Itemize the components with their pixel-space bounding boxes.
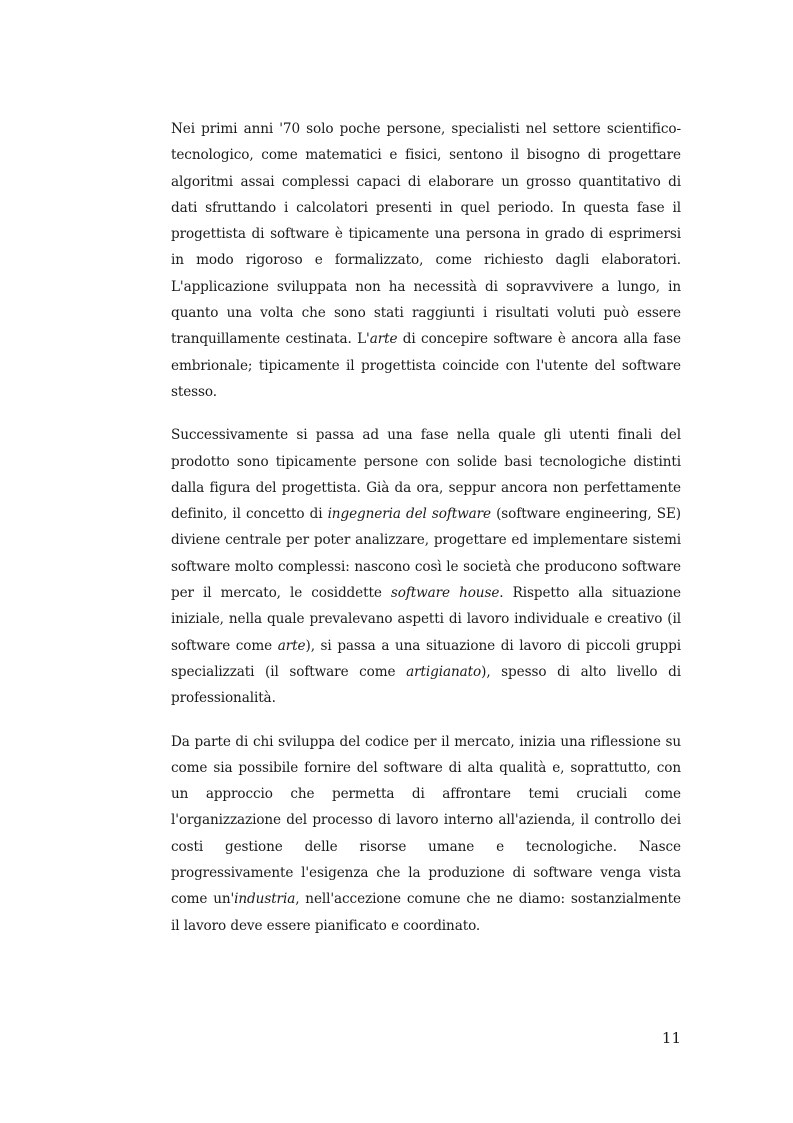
- paragraph: [171, 729, 681, 939]
- italic-text: ingegneria del software: [327, 506, 491, 523]
- paragraph-text: di concepire software è ancora alla fase embrionale; tipicamente il progettista coincide con l'utente del software stesso.: [171, 331, 681, 400]
- italic-text: arte: [277, 637, 306, 654]
- paragraph-text: . Rispetto alla situazione iniziale, nella quale prevalevano aspetti di lavoro individuale e creativo (il software come: [171, 585, 681, 654]
- italic-text: arte: [369, 331, 398, 348]
- page-number: 11: [661, 1029, 681, 1047]
- paragraph: [171, 116, 681, 405]
- body-text: [171, 116, 681, 939]
- paragraph-text: ), si passa a una situazione di lavoro di piccoli gruppi specializzati (il software come: [171, 637, 681, 680]
- paragraph-text: ), spesso di alto livello di professionalità.: [171, 663, 681, 707]
- paragraph: [171, 422, 681, 711]
- paragraph-text: Nei primi anni '70 solo poche persone, specialisti nel settore scientifico-tecnologico, come matematici e fisici, sentono il bisogno di progettare algoritmi assai complessi capaci di elaborare un grosso quantitativo di dati sfruttando i calcolatori presenti in quel periodo. In questa fase il progettista di software è tipicamente una persona in grado di esprimersi in modo rigoroso e formalizzato, come richiesto dagli elaboratori. L'applicazione sviluppata non ha necessità di sopravvivere a lungo, in quanto una volta che sono stati raggiunti i risultati voluti può essere tranquillamente cestinata. L': [171, 121, 681, 348]
- paragraph-text: Da parte di chi sviluppa del codice per il mercato, inizia una riflessione su come sia possibile fornire del software di alta qualità e, soprattutto, con un approccio che permetta di affrontare temi cruciali come l'organizzazione del processo di lavoro interno all'azienda, il controllo dei costi gestione delle risorse umane e tecnologiche. Nasce progressivamente l'esigenza che la produzione di software venga vista come un': [171, 733, 681, 908]
- paragraph-text: Successivamente si passa ad una fase nella quale gli utenti finali del prodotto sono tipicamente persone con solide basi tecnologiche distinti dalla figura del progettista. Già da ora, seppur ancora non perfettamente definito, il concetto di: [171, 427, 681, 523]
- italic-text: artigianato: [406, 663, 482, 680]
- paragraph-text: (software engineering, SE) diviene centrale per poter analizzare, progettare ed implementare sistemi software molto complessi: nascono così le società che producono software per il mercato, le cosiddette: [171, 506, 681, 602]
- paragraph-text: , nell'accezione comune che ne diamo: sostanzialmente il lavoro deve essere pianificato e coordinato.: [171, 891, 681, 934]
- italic-text: software house: [390, 585, 500, 602]
- italic-text: industria: [234, 891, 296, 908]
